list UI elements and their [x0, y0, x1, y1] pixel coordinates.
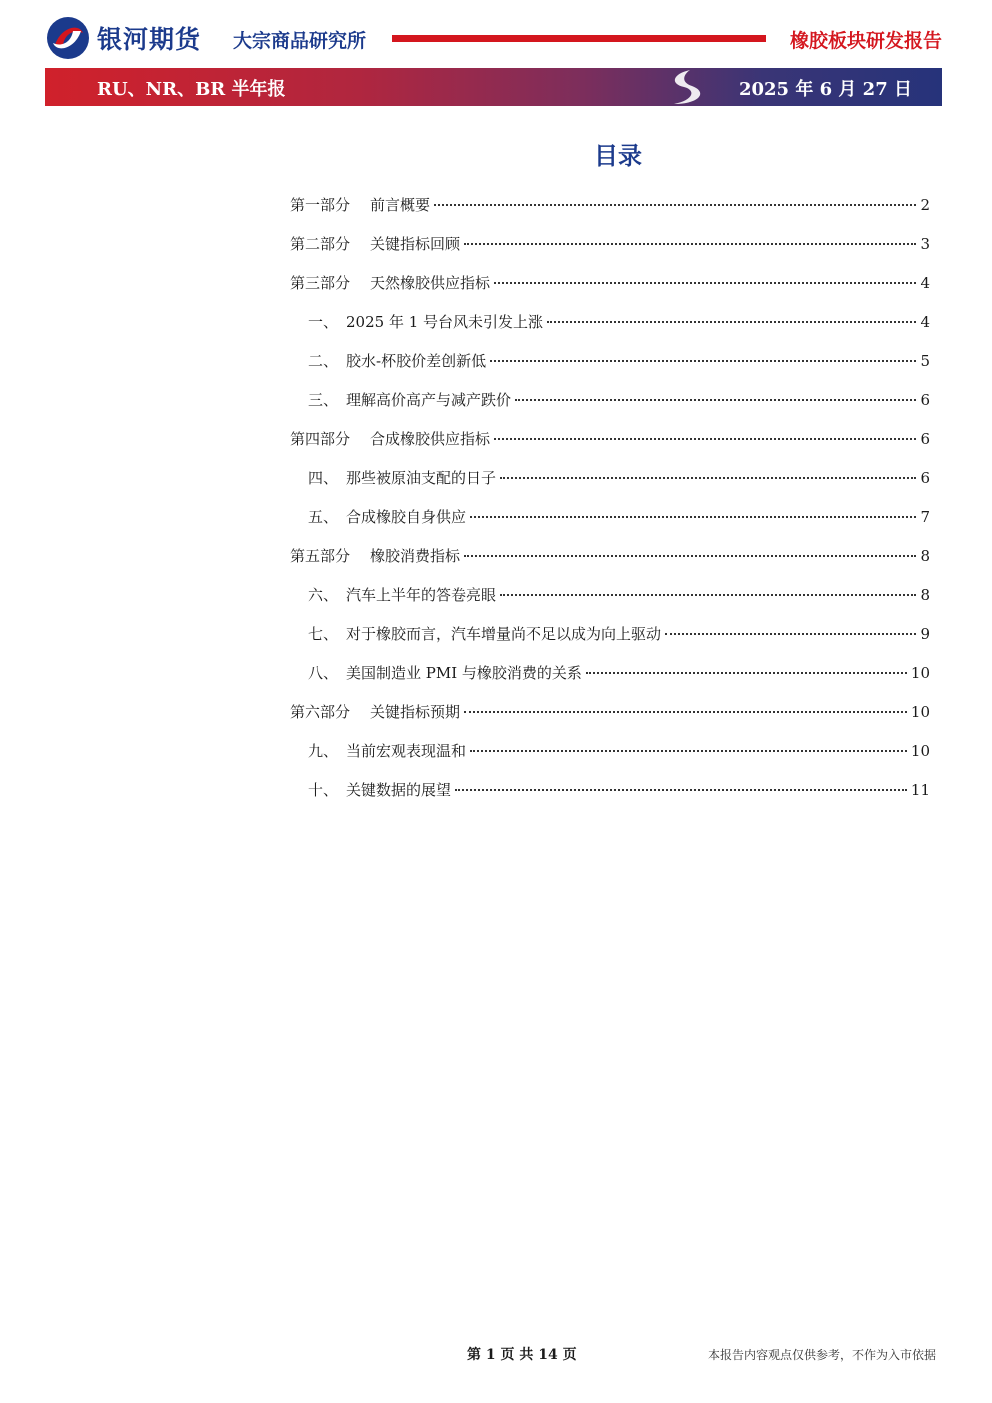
- toc-entry-label: 天然橡胶供应指标: [370, 274, 491, 292]
- toc-entry-label: 当前宏观表现温和: [346, 742, 467, 760]
- toc-entry-number: 第四部分: [290, 430, 351, 448]
- toc-entry-label: 橡胶消费指标: [370, 547, 461, 565]
- toc-entry[interactable]: [290, 193, 930, 232]
- toc-entry[interactable]: [290, 622, 930, 661]
- toc-entry-number: 五、: [308, 508, 339, 526]
- header-divider: [392, 35, 766, 42]
- toc-entry-page: 10: [910, 664, 930, 682]
- toc-entry-label: 2025 年 1 号台风未引发上涨: [346, 313, 544, 331]
- toc-entry-label: 合成橡胶自身供应: [346, 508, 467, 526]
- disclaimer: 本报告内容观点仅供参考，不作为入市依据: [707, 1348, 936, 1362]
- toc-entry[interactable]: [290, 466, 930, 505]
- toc-entry-page: 6: [920, 430, 930, 448]
- toc-entry-label: 关键指标预期: [370, 703, 461, 721]
- toc-entry[interactable]: [290, 388, 930, 427]
- toc-leader-dots: [464, 243, 916, 245]
- toc-entry-label: 那些被原油支配的日子: [346, 469, 497, 487]
- toc-entry-number: 四、: [308, 469, 339, 487]
- toc-entry-page: 11: [910, 781, 930, 799]
- toc-entry-number: 第二部分: [290, 235, 351, 253]
- toc-leader-dots: [464, 711, 907, 713]
- toc-entry-number: 六、: [308, 586, 339, 604]
- swoosh-icon: [660, 68, 710, 106]
- page-header: [45, 14, 942, 62]
- header-banner: [45, 68, 942, 106]
- table-of-contents: [290, 193, 930, 817]
- toc-entry-page: 6: [920, 391, 930, 409]
- toc-entry[interactable]: [290, 739, 930, 778]
- toc-entry-label: 胶水-杯胶价差创新低: [346, 352, 487, 370]
- toc-entry[interactable]: [290, 427, 930, 466]
- toc-entry[interactable]: [290, 232, 930, 271]
- toc-entry-label: 汽车上半年的答卷亮眼: [346, 586, 497, 604]
- toc-leader-dots: [434, 204, 916, 206]
- toc-entry[interactable]: [290, 310, 930, 349]
- toc-entry-page: 2: [920, 196, 930, 214]
- report-date: 2025 年 6 月 27 日: [738, 79, 912, 100]
- toc-entry-number: 一、: [308, 313, 339, 331]
- toc-entry-number: 十、: [308, 781, 339, 799]
- toc-entry-label: 对于橡胶而言，汽车增量尚不足以成为向上驱动: [346, 625, 662, 643]
- toc-entry[interactable]: [290, 271, 930, 310]
- toc-entry-label: 关键数据的展望: [346, 781, 452, 799]
- toc-leader-dots: [494, 282, 916, 284]
- toc-entry-label: 前言概要: [370, 196, 431, 214]
- toc-entry[interactable]: [290, 349, 930, 388]
- toc-entry-number: 七、: [308, 625, 339, 643]
- page-number: 第 1 页 共 14 页: [467, 1347, 577, 1363]
- toc-entry-page: 10: [910, 742, 930, 760]
- toc-entry-label: 关键指标回顾: [370, 235, 461, 253]
- toc-entry-label: 理解高价高产与减产跌价: [346, 391, 512, 409]
- toc-entry-page: 9: [920, 625, 930, 643]
- toc-entry[interactable]: [290, 778, 930, 817]
- toc-entry-number: 第三部分: [290, 274, 351, 292]
- toc-entry-number: 第一部分: [290, 196, 351, 214]
- toc-leader-dots: [470, 516, 916, 518]
- toc-entry-number: 九、: [308, 742, 339, 760]
- toc-entry-page: 8: [920, 586, 930, 604]
- toc-entry-page: 5: [920, 352, 930, 370]
- toc-entry-number: 三、: [308, 391, 339, 409]
- toc-title: 目录: [594, 142, 642, 170]
- report-series: RU、NR、BR 半年报: [97, 79, 286, 100]
- toc-leader-dots: [464, 555, 916, 557]
- toc-entry-page: 7: [920, 508, 930, 526]
- toc-entry-page: 10: [910, 703, 930, 721]
- toc-entry-label: 美国制造业 PMI 与橡胶消费的关系: [346, 664, 582, 682]
- galaxy-logo-icon: [45, 15, 91, 61]
- toc-entry[interactable]: [290, 544, 930, 583]
- toc-entry-number: 八、: [308, 664, 339, 682]
- toc-leader-dots: [490, 360, 916, 362]
- toc-leader-dots: [500, 594, 916, 596]
- toc-entry-number: 第五部分: [290, 547, 351, 565]
- institute-name: 大宗商品研究所: [233, 30, 367, 52]
- toc-leader-dots: [494, 438, 916, 440]
- report-type: 橡胶板块研发报告: [789, 30, 942, 52]
- toc-leader-dots: [515, 399, 916, 401]
- toc-leader-dots: [547, 321, 916, 323]
- toc-leader-dots: [500, 477, 916, 479]
- toc-entry-page: 8: [920, 547, 930, 565]
- toc-entry-page: 3: [920, 235, 930, 253]
- toc-entry-page: 6: [920, 469, 930, 487]
- toc-entry-number: 第六部分: [290, 703, 351, 721]
- toc-entry[interactable]: [290, 700, 930, 739]
- toc-leader-dots: [455, 789, 907, 791]
- brand-name: 银河期货: [97, 25, 202, 54]
- toc-entry[interactable]: [290, 583, 930, 622]
- toc-entry-page: 4: [920, 313, 930, 331]
- brand-logo: [45, 14, 201, 62]
- toc-leader-dots: [586, 672, 907, 674]
- toc-entry[interactable]: [290, 661, 930, 700]
- toc-entry-label: 合成橡胶供应指标: [370, 430, 491, 448]
- toc-entry[interactable]: [290, 505, 930, 544]
- toc-entry-number: 二、: [308, 352, 339, 370]
- toc-entry-page: 4: [920, 274, 930, 292]
- toc-leader-dots: [470, 750, 907, 752]
- toc-leader-dots: [665, 633, 916, 635]
